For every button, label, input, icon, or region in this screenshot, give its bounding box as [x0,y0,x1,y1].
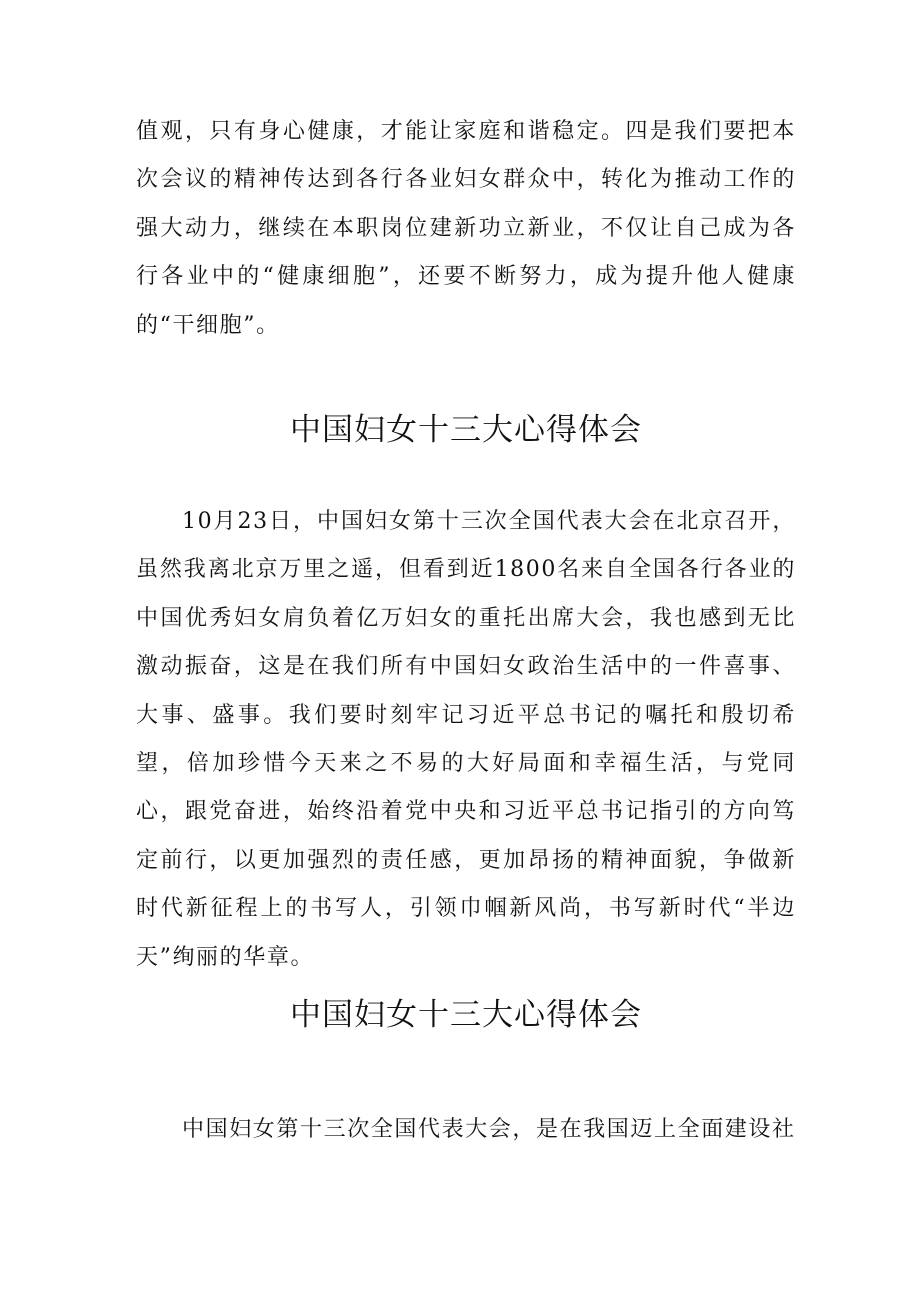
paragraph-section-2 [136,1106,796,1154]
section-heading-1: 中国妇女十三大心得体会 [290,412,642,448]
paragraph-text: 值观，只有身心健康，才能让家庭和谐稳定。四是我们要把本次会议的精神传达到各行各业妇女群众中，转化为推动工作的强大动力，继续在本职岗位建新功立新业，不仅让自己成为各行各业中的“健康细胞”，还要不断努力，成为提升他人健康的“干细胞”。 [136,119,796,338]
section-heading-2: 中国妇女十三大心得体会 [290,997,642,1033]
paragraph-text: 10月23日，中国妇女第十三次全国代表大会在北京召开，虽然我离北京万里之遥，但看到近1800名来自全国各行各业的中国优秀妇女肩负着亿万妇女的重托出席大会，我也感到无比激动振奋，这是在我们所有中国妇女政治生活中的一件喜事、大事、盛事。我们要时刻牢记习近平总书记的嘱托和殷切希望，倍加珍惜今天来之不易的大好局面和幸福生活，与党同心，跟党奋进，始终沿着党中央和习近平总书记指引的方向笃定前行，以更加强烈的责任感，更加昂扬的精神面貌，争做新时代新征程上的书写人，引领巾帼新风尚，书写新时代“半边天”绚丽的华章。 [136,509,796,970]
paragraph-section-1 [136,498,796,982]
paragraph-text: 中国妇女第十三次全国代表大会，是在我国迈上全面建设社 [182,1117,796,1142]
paragraph-continuation [136,108,796,350]
